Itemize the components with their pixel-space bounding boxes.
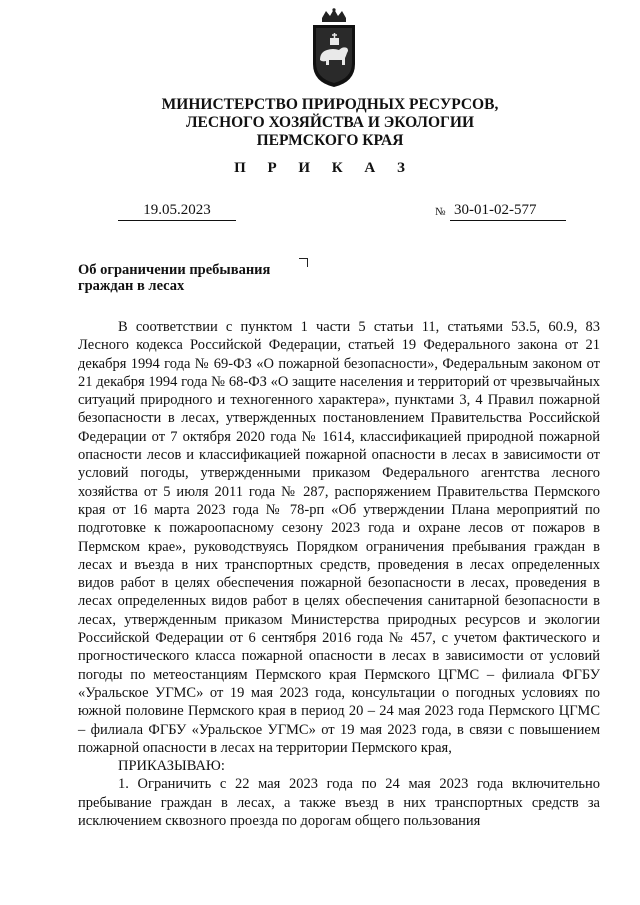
subject-line-2: граждан в лесах	[78, 278, 185, 294]
decree-word: ПРИКАЗЫВАЮ:	[118, 758, 225, 775]
order-body	[78, 318, 600, 830]
ministry-line-1: МИНИСТЕРСТВО ПРИРОДНЫХ РЕСУРСОВ,	[161, 96, 499, 113]
ministry-line-3: ПЕРМСКОГО КРАЯ	[256, 132, 404, 149]
order-number: 30-01-02-577	[450, 202, 566, 221]
preamble-paragraph: В соответствии с пунктом 1 части 5 статьи 11, статьями 53.5, 60.9, 83 Лесного кодекса Российской Федерации, статьей 19 Федерального закона от 21 декабря 1994 года № 69-ФЗ «О пожарной безопасности», Федеральным законом от 21 декабря 1994 года № 68-ФЗ «О защите населения и территорий от чрезвычайных ситуаций природного и техногенного характера», пунктами 3, 4 Правил пожарной безопасности в лесах, утвержденных постановлением Правительства Российской Федерации от 7 октября 2020 года № 1614, классификацией природной пожарной опасности лесов и классификацией пожарной опасности в лесах в зависимости от условий погоды, утвержденными приказом Федерального агентства лесного хозяйства от 5 июля 2011 года № 287, распоряжением Правительства Пермского края от 16 марта 2023 года № 78-рп «Об утверждении Плана мероприятий по подготовке к пожароопасному сезону 2023 года и охране лесов от пожаров в Пермском крае», руководствуясь Порядком ограничения пребывания граждан в лесах и въезда в них транспортных средств, проведения в лесах определенных видов работ в целях обеспечения пожарной безопасности в лесах, проведения в лесах определенных видов работ в целях обеспечения санитарной безопасности в лесах, утвержденным приказом Министерства природных ресурсов и экологии Российской Федерации от 6 сентября 2016 года № 457, с учетом фактического и прогностического класса пожарной опасности в лесах в зависимости от условий погоды по метеостанциям Пермского края Пермского ЦГМС – филиала ФГБУ «Уральское УГМС» от 19 мая 2023 года, консультации о погодных условиях по южной половине Пермского края в период 20 – 24 мая 2023 года Пермского ЦГМС – филиала ФГБУ «Уральское УГМС» от 19 мая 2023 года, в связи с повышением пожарной опасности в лесах на территории Пермского края,	[78, 319, 600, 756]
subject-corner-mark	[299, 258, 308, 267]
ministry-name	[140, 96, 520, 150]
ministry-line-2: ЛЕСНОГО ХОЗЯЙСТВА И ЭКОЛОГИИ	[185, 114, 475, 131]
coat-of-arms-icon	[307, 8, 361, 88]
item-1-paragraph: 1. Ограничить с 22 мая 2023 года по 24 мая 2023 года включительно пребывание граждан в лесах, а также въезд в них транспортных средств за исключением сквозного проезда по дорогам общего пользования	[78, 776, 600, 830]
order-date: 19.05.2023	[118, 202, 236, 221]
order-title: П Р И К А З	[234, 160, 414, 176]
order-subject	[78, 262, 270, 294]
subject-line-1: Об ограничении пребывания	[78, 262, 271, 278]
number-sign: №	[435, 206, 446, 218]
